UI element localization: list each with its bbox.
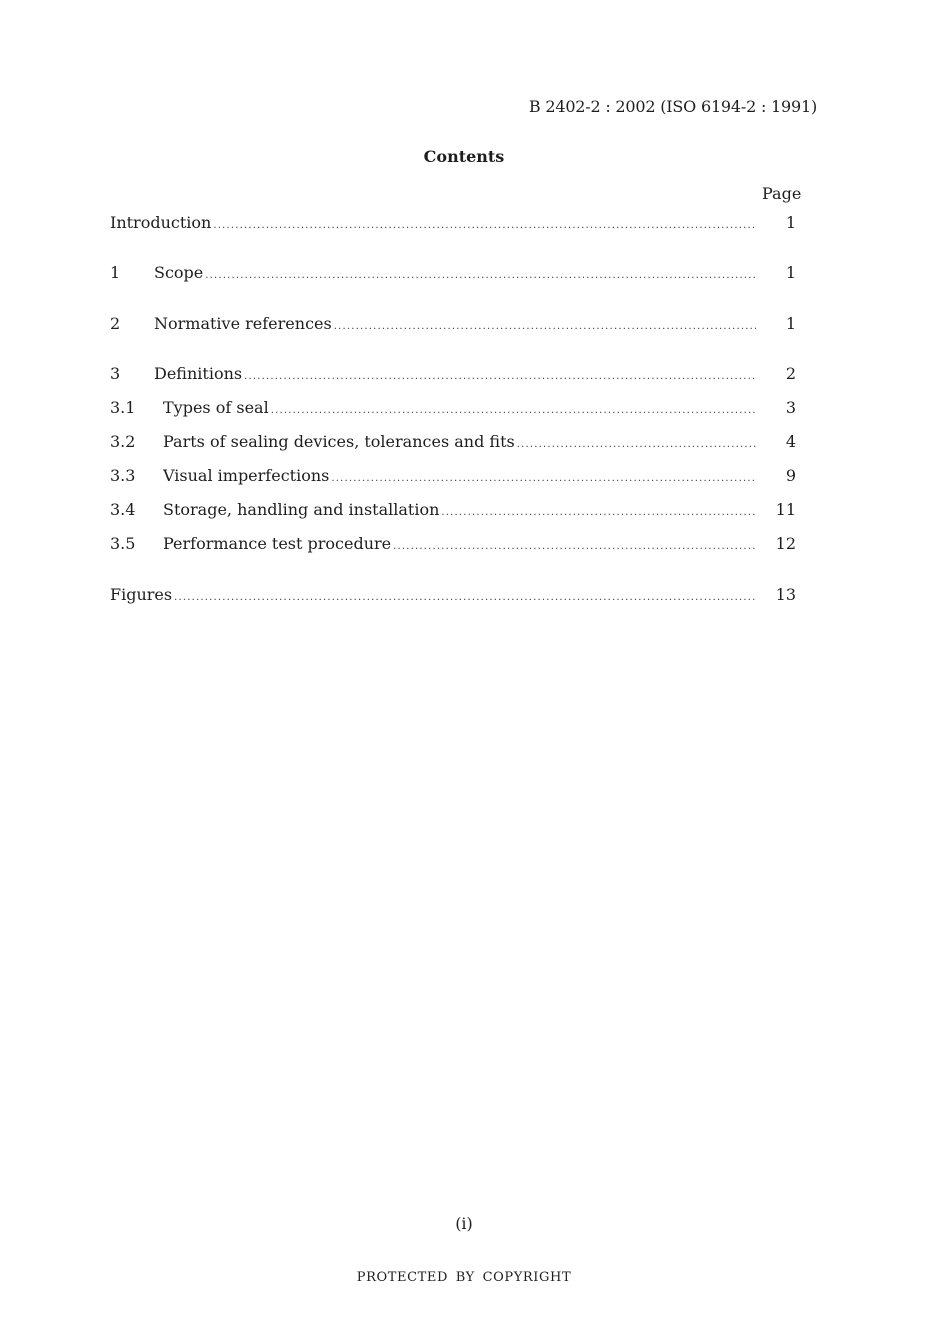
toc-entry-normative-references[interactable] — [110, 313, 796, 335]
dot-leader — [213, 215, 756, 237]
toc-entry-parts-of-sealing-devices[interactable] — [110, 431, 796, 453]
toc-entry-label: Figures — [110, 585, 173, 604]
toc-entry-number: 3.5 — [110, 534, 136, 553]
toc-entry-visual-imperfections[interactable] — [110, 465, 796, 487]
toc-entry-page: 1 — [785, 213, 796, 232]
toc-entry-number: 3.4 — [110, 500, 136, 519]
toc-entry-page: 1 — [785, 263, 796, 282]
document-identifier: B 2402-2 : 2002 (ISO 6194-2 : 1991) — [528, 97, 817, 116]
toc-entry-label: Storage, handling and installation — [163, 500, 440, 519]
toc-entry-page: 1 — [785, 314, 796, 333]
toc-entry-page: 3 — [785, 398, 796, 417]
toc-entry-types-of-seal[interactable] — [110, 397, 796, 419]
toc-entry-label: Normative references — [154, 314, 332, 333]
toc-entry-page: 13 — [775, 585, 796, 604]
toc-entry-page: 11 — [775, 500, 796, 519]
toc-entry-page: 2 — [785, 364, 796, 383]
toc-entry-definitions[interactable] — [110, 363, 796, 385]
dot-leader — [174, 587, 756, 609]
toc-entry-label: Introduction — [110, 213, 212, 232]
contents-heading: Contents — [423, 147, 505, 166]
page-column-header: Page — [762, 184, 802, 203]
toc-entry-number: 3 — [110, 364, 121, 383]
toc-entry-number: 3.3 — [110, 466, 136, 485]
dot-leader — [393, 536, 756, 558]
toc-entry-label: Parts of sealing devices, tolerances and fits — [163, 432, 515, 451]
toc-entry-figures[interactable] — [110, 584, 796, 606]
toc-entry-introduction[interactable] — [110, 212, 796, 234]
toc-entry-page: 9 — [785, 466, 796, 485]
toc-entry-label: Types of seal — [163, 398, 269, 417]
dot-leader — [517, 434, 756, 456]
toc-entry-label: Scope — [154, 263, 204, 282]
toc-entry-number: 1 — [110, 263, 121, 282]
toc-entry-storage-handling-installation[interactable] — [110, 499, 796, 521]
toc-entry-label: Performance test procedure — [163, 534, 392, 553]
toc-entry-page: 12 — [775, 534, 796, 553]
dot-leader — [331, 468, 756, 490]
toc-entry-number: 3.2 — [110, 432, 136, 451]
toc-entry-label: Definitions — [154, 364, 243, 383]
dot-leader — [244, 366, 756, 388]
dot-leader — [441, 502, 756, 524]
toc-entry-performance-test-procedure[interactable] — [110, 533, 796, 555]
toc-entry-scope[interactable] — [110, 262, 796, 284]
dot-leader — [271, 400, 756, 422]
dot-leader — [205, 265, 756, 287]
toc-entry-number: 2 — [110, 314, 121, 333]
page-number: (i) — [455, 1214, 473, 1233]
toc-entry-label: Visual imperfections — [163, 466, 330, 485]
copyright-notice: PROTECTED BY COPYRIGHT — [356, 1270, 572, 1285]
dot-leader — [334, 316, 756, 338]
toc-entry-page: 4 — [785, 432, 796, 451]
toc-entry-number: 3.1 — [110, 398, 136, 417]
